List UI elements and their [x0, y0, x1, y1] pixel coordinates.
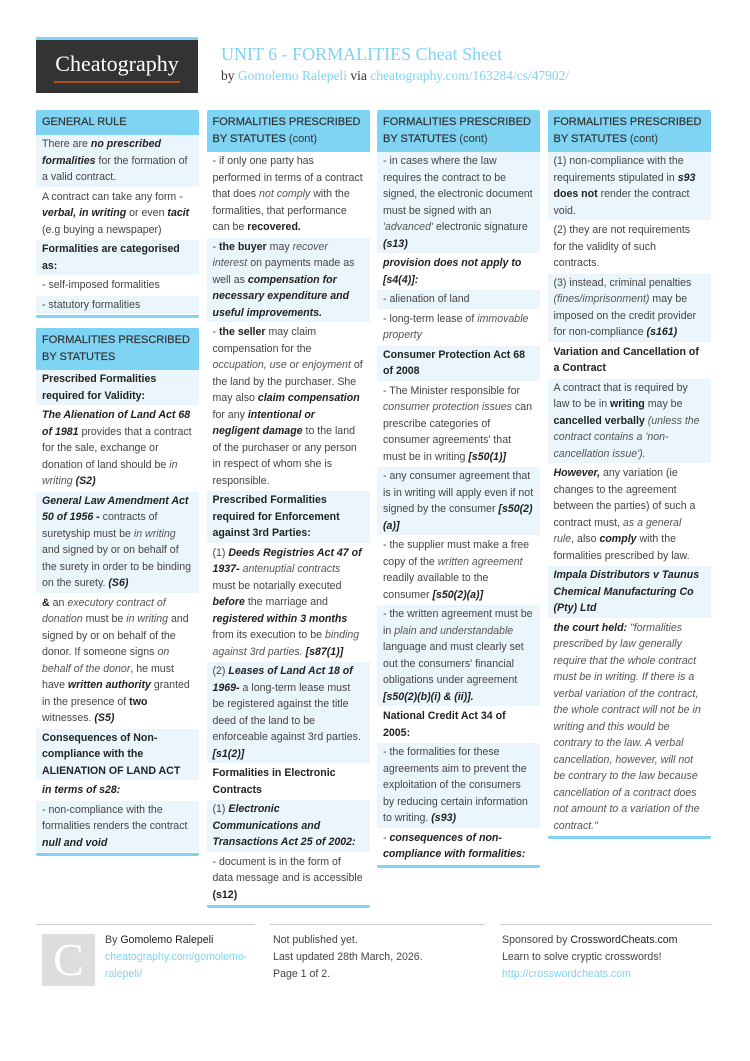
- row-text: Formalities are categorised as:: [42, 243, 180, 272]
- row-text: General Law Amendment Act 50 of 1956 -: [42, 494, 189, 523]
- row-text: for the formation of a valid contract.: [42, 154, 188, 183]
- row-text: (S6): [108, 577, 129, 589]
- row-text: binding against 3rd parties.: [212, 629, 360, 658]
- section-row: [377, 829, 540, 865]
- section-row: [377, 152, 540, 254]
- row-text: - if only one party has performed in terms of a contract that does: [212, 155, 363, 200]
- row-text: in writing: [133, 527, 176, 540]
- row-text: two: [129, 695, 148, 708]
- section-row: [207, 764, 370, 800]
- row-text: antenuptial contracts: [242, 563, 341, 575]
- row-text: may: [266, 240, 293, 253]
- row-text: of the land by the purchaser. She may also: [212, 359, 363, 404]
- row-text: written authority: [67, 679, 151, 691]
- row-text: provides that a contract for the sale, exchange or donation of land should be: [42, 425, 192, 471]
- column-3: [377, 110, 540, 878]
- section-continued-label: (cont): [626, 133, 659, 145]
- row-text: verbal, in writing: [42, 207, 127, 219]
- row-text: - the written agreement must be in: [383, 608, 533, 637]
- section-row: [36, 801, 199, 854]
- section-row: [377, 382, 540, 468]
- row-text: (s161): [646, 326, 678, 338]
- row-text: (s12): [212, 888, 238, 901]
- row-text: Prescribed Formalities required for Validity:: [42, 373, 157, 402]
- row-text: must be notarially executed: [212, 579, 342, 592]
- row-text: (1): [212, 803, 229, 815]
- row-text: (s93): [431, 812, 457, 824]
- section-row: [548, 464, 711, 566]
- row-text: tacit: [167, 207, 190, 219]
- row-text: - alienation of land: [383, 293, 470, 305]
- row-text: consequences of non-compliance with formalities:: [383, 831, 526, 860]
- section-row: [548, 619, 711, 837]
- row-text: Formalities in Electronic Contracts: [212, 767, 336, 796]
- row-text: may claim compensation for the: [212, 326, 317, 355]
- row-text: - document is in the form of data message and is accessible: [212, 855, 363, 884]
- row-text: (S5): [94, 712, 115, 724]
- row-text: in writing: [42, 458, 178, 487]
- row-text: compensation for necessary expenditure and useful improvements.: [212, 273, 350, 319]
- row-text: - any consumer agreement that is in writing will apply even if not signed by the consumer: [383, 470, 534, 515]
- row-text: , also: [571, 533, 600, 545]
- row-text: provision does not apply to [s4(4)]:: [383, 257, 522, 286]
- row-text: from its execution to be: [212, 629, 325, 641]
- row-text: consumer protection issues: [383, 401, 512, 413]
- section-title: FORMALITIES PRESCRIBED BY STATUTES: [212, 116, 361, 145]
- publish-status: Not published yet.: [273, 934, 358, 946]
- row-text: in terms of s28:: [42, 784, 121, 796]
- row-text: , he must have: [42, 662, 174, 691]
- row-text: does not: [553, 188, 598, 200]
- section-row: [377, 254, 540, 290]
- section-row: [207, 491, 370, 544]
- row-text: with the formalities prescribed by law.: [553, 533, 690, 562]
- row-text: - The Minister responsible for: [383, 384, 520, 397]
- row-text: - self-imposed formalities: [42, 279, 160, 291]
- row-text: [s50(2)(b)(i) & (ii)].: [383, 690, 474, 703]
- row-text: Consumer Protection Act 68 of 2008: [383, 348, 526, 377]
- row-text: a long-term lease must be registered against the title deed of the land to be enforceable against 3rd parties.: [212, 681, 361, 743]
- row-text: plain and understandable: [394, 624, 514, 637]
- row-text: &: [42, 596, 50, 609]
- section-row: [548, 566, 711, 619]
- row-text: (s13): [383, 237, 408, 250]
- section-box: [207, 110, 370, 908]
- row-text: granted in the presence of: [42, 679, 190, 708]
- page-header: [0, 0, 750, 110]
- section-row: [377, 467, 540, 536]
- author-profile-link[interactable]: cheatography.com/gomolemo-: [105, 951, 248, 963]
- row-text: an: [49, 596, 68, 609]
- row-text: - in cases where the law requires the contract to be signed, the electronic document must be signed with an: [383, 155, 533, 217]
- row-text: and signed by or on behalf of the surety in order to be binding on the surety.: [42, 544, 191, 589]
- row-text: 'advanced': [383, 221, 433, 233]
- footer-divider: [270, 924, 485, 925]
- footer-by: By: [105, 934, 121, 946]
- row-text: - the supplier must make a free copy of the: [383, 539, 530, 568]
- footer-divider: [36, 924, 255, 925]
- row-text: -: [212, 326, 219, 338]
- section-row: [207, 853, 370, 906]
- section-row: [36, 135, 199, 188]
- row-text: s93: [677, 171, 696, 184]
- section-row: [377, 605, 540, 707]
- section-row: [377, 346, 540, 382]
- row-text: Electronic Communications and Transactions Act 25 of 2002:: [212, 803, 356, 848]
- section-box: [36, 328, 199, 856]
- row-text: the marriage and: [244, 596, 328, 608]
- row-text: [s50(2)(a)]: [432, 588, 484, 601]
- row-text: Impala Distributors v Taunus Chemical Manufacturing Co (Pty) Ltd: [553, 569, 700, 614]
- row-text: occupation, use or enjoyment: [212, 359, 351, 371]
- row-text: (3) instead, criminal penalties: [553, 276, 692, 289]
- page-title: UNIT 6 - FORMALITIES Cheat Sheet: [221, 44, 503, 64]
- row-text: - long-term lease of: [383, 312, 478, 325]
- row-text: null and void: [42, 836, 108, 849]
- author-profile-link-cont[interactable]: ralepeli/: [105, 968, 143, 980]
- section-row: [36, 594, 199, 729]
- row-text: A contract can take any form -: [42, 190, 183, 203]
- section-row: [36, 296, 199, 316]
- section-header: [548, 110, 711, 152]
- via-label: via: [350, 68, 367, 83]
- row-text: (e.g buying a newspaper): [42, 223, 162, 236]
- row-text: - non-compliance with the formalities renders the contract: [42, 803, 188, 832]
- row-text: cancelled verbally: [553, 414, 645, 427]
- row-text: intentional or negligent damage: [212, 408, 315, 437]
- row-text: in writing: [126, 613, 169, 625]
- footer-author-name: Gomolemo Ralepeli: [120, 934, 214, 946]
- section-row: [377, 707, 540, 743]
- row-text: as a general rule: [553, 516, 682, 545]
- section-row: [548, 221, 711, 274]
- row-text: There are: [42, 138, 91, 150]
- row-text: may be: [644, 398, 683, 410]
- row-text: must be: [82, 613, 127, 625]
- row-text: National Credit Act 34 of 2005:: [383, 710, 506, 739]
- section-row: [207, 800, 370, 853]
- section-row: [36, 781, 199, 801]
- row-text: (fines/imprisonment): [553, 293, 650, 305]
- row-text: Consequences of Non-compliance with the ALIENATION OF LAND ACT: [42, 731, 181, 777]
- row-text: the buyer: [218, 240, 267, 253]
- section-row: [548, 379, 711, 465]
- row-text: comply: [599, 533, 637, 545]
- sponsored-by: Sponsored by: [502, 934, 571, 946]
- row-text: immovable property: [383, 312, 529, 341]
- row-text: electronic signature: [433, 221, 528, 233]
- row-text: on behalf of the donor: [42, 646, 170, 675]
- column-4: [548, 110, 711, 849]
- section-row: [377, 310, 540, 346]
- row-text: [s87(1)]: [305, 645, 344, 658]
- row-text: Deeds Registries Act 47 of 1937-: [212, 546, 362, 575]
- sponsor-tagline: Learn to solve cryptic crosswords!: [502, 951, 662, 963]
- sponsor-name: CrosswordCheats.com: [570, 934, 678, 946]
- row-text: (unless the contract contains a 'non-cancellation issue').: [553, 414, 700, 460]
- row-text: with the formalities, that performance can be: [212, 188, 350, 233]
- row-text: Leases of Land Act 18 of 1969-: [212, 665, 353, 694]
- section-row: [36, 276, 199, 296]
- section-row: [377, 536, 540, 605]
- column-2: [207, 110, 370, 918]
- by-label: by: [221, 68, 235, 83]
- row-text: recovered.: [247, 221, 301, 233]
- row-text: (1): [212, 546, 229, 559]
- section-header: [36, 110, 199, 135]
- row-text: "formalities prescribed by law generally require that the whole contract must be in writing. If there is a verbal variation of the contract, the whole contract will not be in writing and this would be contrary to the law. A verbal cancellation, however, will not be contrary to the law because cancellation of a contract does not amount to a variation of the contract.": [553, 621, 701, 832]
- row-text: render the contract void.: [553, 188, 690, 217]
- section-title: GENERAL RULE: [42, 116, 127, 128]
- footer-divider: [500, 924, 712, 925]
- avatar-letter: C: [53, 934, 84, 985]
- section-row: [36, 240, 199, 276]
- section-row: [548, 343, 711, 379]
- section-row: [207, 238, 370, 324]
- page-number: Page 1 of 2.: [273, 968, 331, 980]
- row-text: the court held:: [553, 621, 628, 634]
- row-text: [s50(1)]: [468, 450, 507, 463]
- row-text: executory contract of donation: [42, 596, 166, 625]
- row-text: before: [212, 596, 245, 608]
- cheatography-logo[interactable]: [36, 37, 198, 93]
- row-text: [s1(2)]: [212, 747, 245, 760]
- row-text: contracts of suretyship must be: [42, 511, 158, 540]
- footer-sponsor: [502, 932, 677, 983]
- column-1: [36, 110, 199, 866]
- row-text: for any: [212, 408, 248, 421]
- row-text: may be imposed on the credit provider for non-compliance: [553, 293, 697, 338]
- footer-status: [273, 932, 423, 983]
- section-row: [36, 370, 199, 406]
- section-box: [377, 110, 540, 868]
- row-text: The Alienation of Land Act 68 of 1981: [42, 409, 191, 438]
- section-row: [548, 274, 711, 343]
- section-row: [377, 743, 540, 829]
- section-header: [377, 110, 540, 152]
- section-row: [207, 323, 370, 491]
- row-text: writing: [610, 398, 645, 410]
- row-text: any variation (ie changes to the agreement between the parties) of such a contract must,: [553, 467, 696, 529]
- section-continued-label: (cont): [285, 133, 318, 145]
- row-text: (2): [212, 665, 229, 677]
- row-text: the seller: [218, 326, 266, 338]
- row-text: can prescribe categories of consumer agreements' that must be in writing: [383, 401, 532, 463]
- row-text: to the land of the purchaser or any person in respect of whom she is responsible.: [212, 425, 357, 487]
- row-text: (S2): [75, 475, 96, 487]
- sponsor-link[interactable]: http://crosswordcheats.com: [502, 968, 631, 980]
- page-footer: [0, 924, 750, 1004]
- section-header: [207, 110, 370, 152]
- row-text: - statutory formalities: [42, 298, 141, 311]
- last-updated: Last updated 28th March, 2026.: [273, 951, 423, 963]
- section-row: [36, 492, 199, 594]
- section-row: [377, 290, 540, 310]
- sheet-url-link[interactable]: cheatography.com/163284/cs/47902/: [370, 68, 570, 83]
- section-row: [207, 544, 370, 663]
- row-text: However,: [553, 467, 601, 479]
- row-text: on payments made as well as: [212, 257, 355, 286]
- section-row: [36, 406, 199, 492]
- row-text: A contract that is required by law to be in: [553, 381, 688, 410]
- section-row: [207, 152, 370, 238]
- logo-underline: [54, 81, 180, 83]
- row-text: registered within 3 months: [212, 612, 348, 625]
- row-text: readily available to the consumer: [383, 572, 489, 601]
- row-text: recover interest: [212, 240, 328, 269]
- row-text: or even: [126, 207, 168, 219]
- section-row: [207, 662, 370, 764]
- row-text: - the formalities for these agreements aim to prevent the exploitation of the consumers by reducing certain information to writing.: [383, 746, 528, 824]
- section-title: FORMALITIES PRESCRIBED BY STATUTES: [383, 116, 531, 145]
- row-text: Prescribed Formalities required for Enforcement against 3rd Parties:: [212, 494, 340, 539]
- row-text: witnesses.: [42, 712, 95, 724]
- byline: [221, 68, 569, 84]
- section-title: FORMALITIES PRESCRIBED BY STATUTES: [553, 116, 702, 145]
- row-text: -: [212, 240, 219, 253]
- row-text: not comply: [259, 188, 311, 200]
- row-text: Variation and Cancellation of a Contract: [553, 345, 699, 374]
- author-link[interactable]: Gomolemo Ralepeli: [237, 68, 347, 83]
- author-avatar: [42, 934, 95, 986]
- section-row: [548, 152, 711, 221]
- row-text: written agreement: [437, 555, 523, 568]
- section-row: [36, 729, 199, 782]
- row-text: [s50(2)(a)]: [383, 503, 533, 532]
- row-text: no prescribed formalities: [42, 138, 161, 167]
- section-continued-label: (cont): [456, 133, 488, 145]
- row-text: language and must clearly set out the consumers' financial obligations under agreement: [383, 641, 524, 686]
- section-row: [36, 188, 199, 241]
- footer-author: [105, 932, 247, 983]
- row-text: (2) they are not requirements for the validity of such contracts.: [553, 224, 691, 269]
- row-text: and signed by or on behalf of the donor. If someone signs: [42, 613, 189, 658]
- section-title: FORMALITIES PRESCRIBED BY STATUTES: [42, 334, 190, 363]
- row-text: -: [383, 831, 390, 844]
- section-header: [36, 328, 199, 370]
- logo-text: Cheatography: [55, 51, 179, 76]
- section-box: [36, 110, 199, 318]
- row-text: claim compensation: [257, 392, 360, 404]
- section-box: [548, 110, 711, 839]
- columns: [0, 110, 750, 918]
- row-text: (1) non-compliance with the requirements stipulated in: [553, 155, 684, 184]
